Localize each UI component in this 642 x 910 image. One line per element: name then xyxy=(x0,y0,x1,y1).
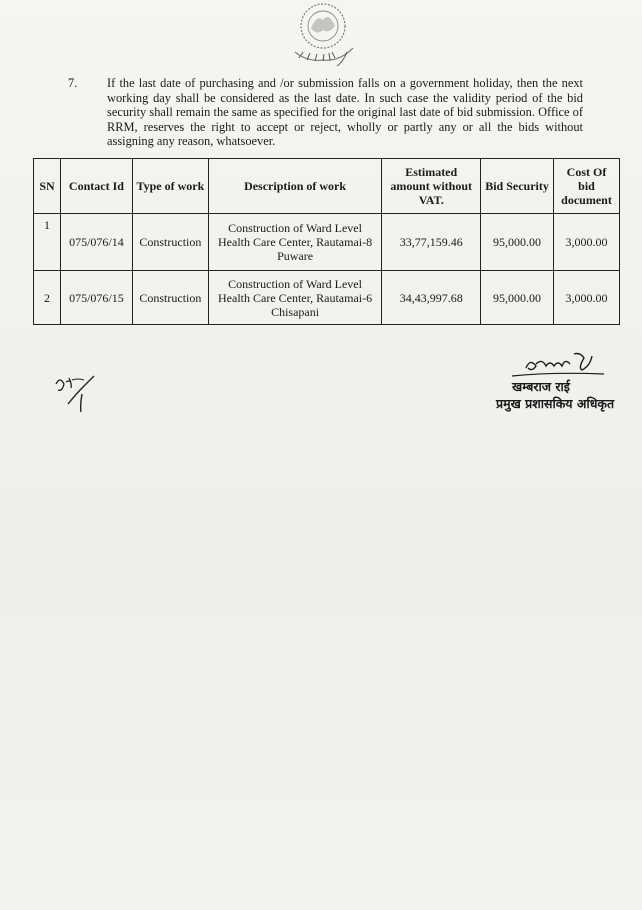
cell-type: Construction xyxy=(132,214,208,271)
header-type-of-work: Type of work xyxy=(132,159,208,214)
clause-text: If the last date of purchasing and /or submission falls on a government holiday, then the next working day shall be considered as the last date. In such case the validity period of the bid security shall remain the same as specified for the original last date of bid submission. Office of RRM, reserves the right to accept or reject, wholly or partly any or all the bids without assigning any reason, whatsoever. xyxy=(107,76,583,149)
signature-stamp xyxy=(496,378,622,412)
cell-contact-id: 075/076/15 xyxy=(60,271,132,325)
cell-security: 95,000.00 xyxy=(481,214,554,271)
clause-number: 7. xyxy=(68,76,78,90)
cell-type: Construction xyxy=(132,271,208,325)
header-cost-of-bid-document: Cost Of bid document xyxy=(554,159,620,214)
cell-sn: 2 xyxy=(34,271,61,325)
cell-security: 95,000.00 xyxy=(481,271,554,325)
signatory-name: खम्बराज राई xyxy=(512,379,570,394)
table-row xyxy=(34,271,620,325)
table-header-row xyxy=(34,159,620,214)
cell-cost: 3,000.00 xyxy=(554,271,620,325)
cell-description: Construction of Ward Level Health Care Center, Rautamai-6 Chisapani xyxy=(208,271,381,325)
cell-sn: 1 xyxy=(34,214,61,271)
cell-cost: 3,000.00 xyxy=(554,214,620,271)
header-sn: SN xyxy=(34,159,61,214)
header-contact-id: Contact Id xyxy=(60,159,132,214)
cell-estimate: 33,77,159.46 xyxy=(382,214,481,271)
cell-contact-id: 075/076/14 xyxy=(60,214,132,271)
header-estimated-amount: Estimated amount without VAT. xyxy=(382,159,481,214)
bid-table xyxy=(33,158,620,325)
header-bid-security: Bid Security xyxy=(481,159,554,214)
header-description: Description of work xyxy=(208,159,381,214)
cell-estimate: 34,43,997.68 xyxy=(382,271,481,325)
table-row xyxy=(34,214,620,271)
cell-description: Construction of Ward Level Health Care Center, Rautamai-8 Puware xyxy=(208,214,381,271)
signatory-designation: प्रमुख प्रशासकिय अधिकृत xyxy=(496,396,615,411)
handwritten-initials-icon xyxy=(48,368,108,418)
government-seal-icon xyxy=(281,0,365,80)
